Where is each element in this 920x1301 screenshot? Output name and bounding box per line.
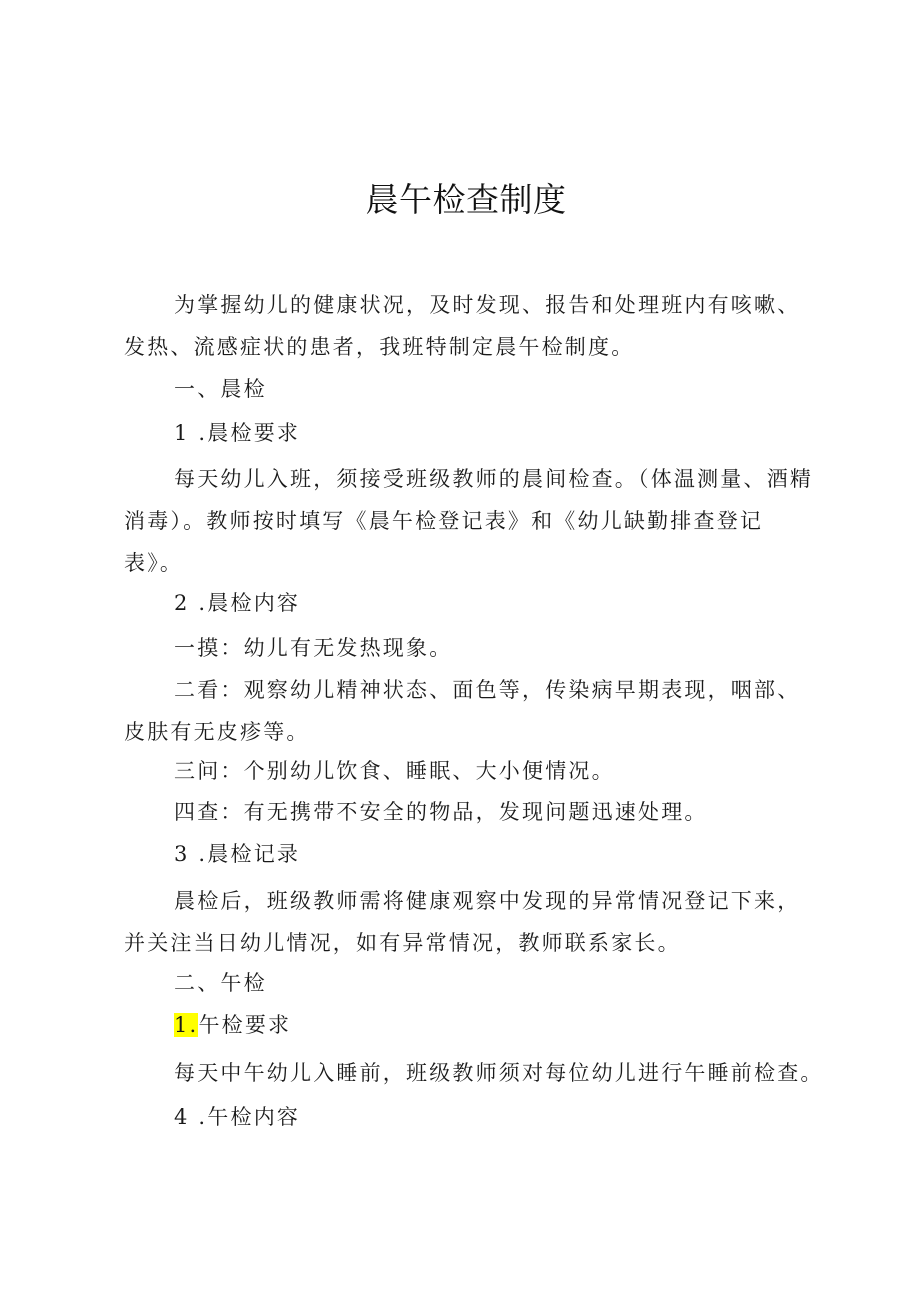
section-2-item-2-heading: 4 .午检内容 <box>174 1105 301 1129</box>
section-1-item-2-heading: 2 .晨检内容 <box>174 591 301 615</box>
check-ask-line: 三问：个别幼儿饮食、睡眠、大小便情况。 <box>174 759 615 783</box>
section-2-heading: 二、午检 <box>174 971 267 995</box>
document-title: 晨午检查制度 <box>365 180 567 219</box>
check-look-paragraph: 二看：观察幼儿精神状态、面色等，传染病早期表现，咽部、皮肤有无皮疹等。 <box>124 678 801 744</box>
section-1-item-1-text: 每天幼儿入班，须接受班级教师的晨间检查。（体温测量、酒精消毒）。教师按时填写《晨午检登记表》和《幼儿缺勤排查登记表》。 <box>124 467 814 575</box>
section-1-heading: 一、晨检 <box>174 377 267 401</box>
section-1-item-3-text: 晨检后，班级教师需将健康观察中发现的异常情况登记下来，并关注当日幼儿情况，如有异常情况，教师联系家长。 <box>124 889 801 955</box>
section-2-item-1-label: 午检要求 <box>198 1013 292 1037</box>
intro-paragraph: 为掌握幼儿的健康状况，及时发现、报告和处理班内有咳嗽、发热、流感症状的患者，我班特制定晨午检制度。 <box>124 293 801 359</box>
highlighted-item-number: 1. <box>174 1013 199 1037</box>
check-inspect-line: 四查：有无携带不安全的物品，发现问题迅速处理。 <box>174 800 708 824</box>
section-2-item-1-text: 每天中午幼儿入睡前，班级教师须对每位幼儿进行午睡前检查。 <box>174 1061 824 1085</box>
check-touch-line: 一摸：幼儿有无发热现象。 <box>174 636 453 660</box>
section-1-item-3-heading: 3 .晨检记录 <box>174 842 301 866</box>
section-2-item-1-heading <box>174 1004 824 1046</box>
section-1-item-1-heading: 1 .晨检要求 <box>174 421 301 445</box>
